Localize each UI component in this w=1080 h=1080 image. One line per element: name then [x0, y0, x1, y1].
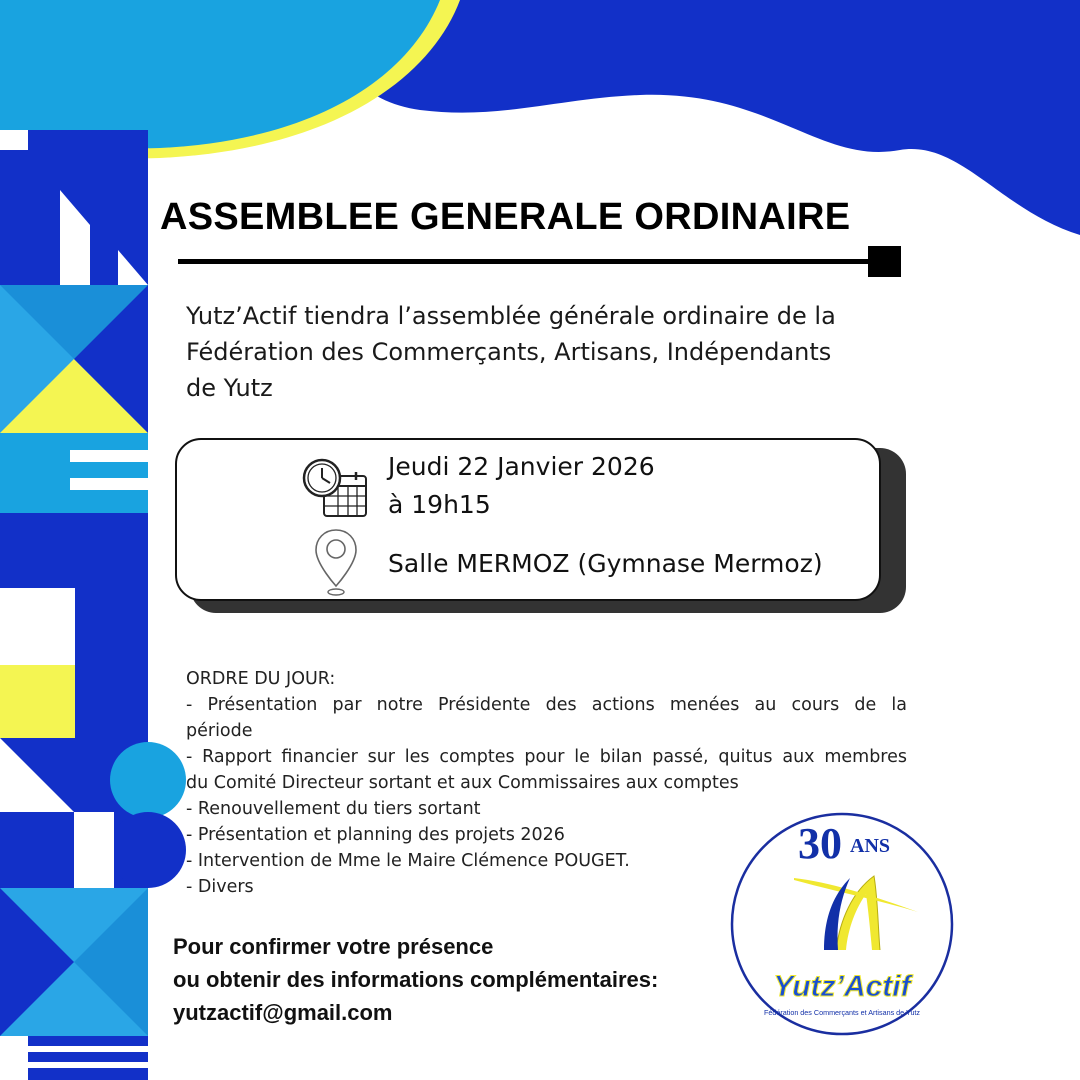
left-block-1-stripe [0, 150, 28, 285]
agenda-item: - Présentation et planning des projets 2026 [186, 825, 565, 845]
logo-brand: Yutz’Actif [773, 970, 911, 1003]
left-block-3-stripe-b [70, 478, 148, 490]
title-end-square [868, 246, 901, 277]
left-block-6-circle-b [110, 812, 186, 888]
contact-block [173, 930, 753, 1029]
contact-line-1: Pour confirmer votre présence [173, 934, 494, 959]
left-block-8-stripe-a [28, 1046, 148, 1052]
left-block-5-blue [75, 588, 148, 738]
contact-email[interactable]: yutzactif@gmail.com [173, 1000, 393, 1025]
agenda-item: - Intervention de Mme le Maire Clémence POUGET. [186, 851, 630, 871]
top-sky-circle [0, 0, 440, 148]
agenda-item: du Comité Directeur sortant et aux Commissaires aux comptes [186, 773, 739, 793]
agenda-item: - Présentation par notre Présidente des actions menées au cours de la [186, 695, 907, 715]
agenda-item: - Divers [186, 877, 254, 897]
logo-ans: ANS [850, 835, 891, 857]
left-block-3 [0, 433, 148, 513]
left-block-8 [28, 1036, 148, 1080]
event-time: à 19h15 [388, 490, 491, 519]
logo-number: 30 [798, 819, 842, 868]
agenda-item: - Rapport financier sur les comptes pour le bilan passé, quitus aux membres [186, 747, 907, 767]
title-underline [178, 259, 878, 264]
yutzactif-30-ans-logo [728, 800, 956, 1050]
intro-line-3: de Yutz [186, 374, 273, 402]
intro-paragraph [186, 298, 926, 406]
page-title: ASSEMBLEE GENERALE ORDINAIRE [160, 196, 851, 238]
calendar-clock-icon [302, 456, 370, 520]
map-pin-icon [312, 528, 360, 598]
left-block-8-stripe-b [28, 1062, 148, 1068]
intro-line-2: Fédération des Commerçants, Artisans, Indépendants [186, 338, 832, 366]
left-block-5-yellow [0, 665, 75, 738]
left-block-6-white [74, 812, 114, 888]
event-location: Salle MERMOZ (Gymnase Mermoz) [388, 549, 823, 578]
agenda-item: - Renouvellement du tiers sortant [186, 799, 481, 819]
event-date: Jeudi 22 Janvier 2026 [388, 452, 655, 481]
intro-line-1: Yutz’Actif tiendra l’assemblée générale ordinaire de la [186, 302, 836, 330]
contact-line-2: ou obtenir des informations complémentaires: [173, 967, 659, 992]
agenda-item: période [186, 721, 253, 741]
left-block-4 [0, 513, 148, 588]
logo-tagline: Fédération des Commerçants et Artisans de Yutz [763, 1008, 921, 1017]
left-block-6-circle-a [110, 742, 186, 818]
agenda-heading: ORDRE DU JOUR: [186, 669, 336, 689]
left-block-3-stripe-a [70, 450, 148, 462]
